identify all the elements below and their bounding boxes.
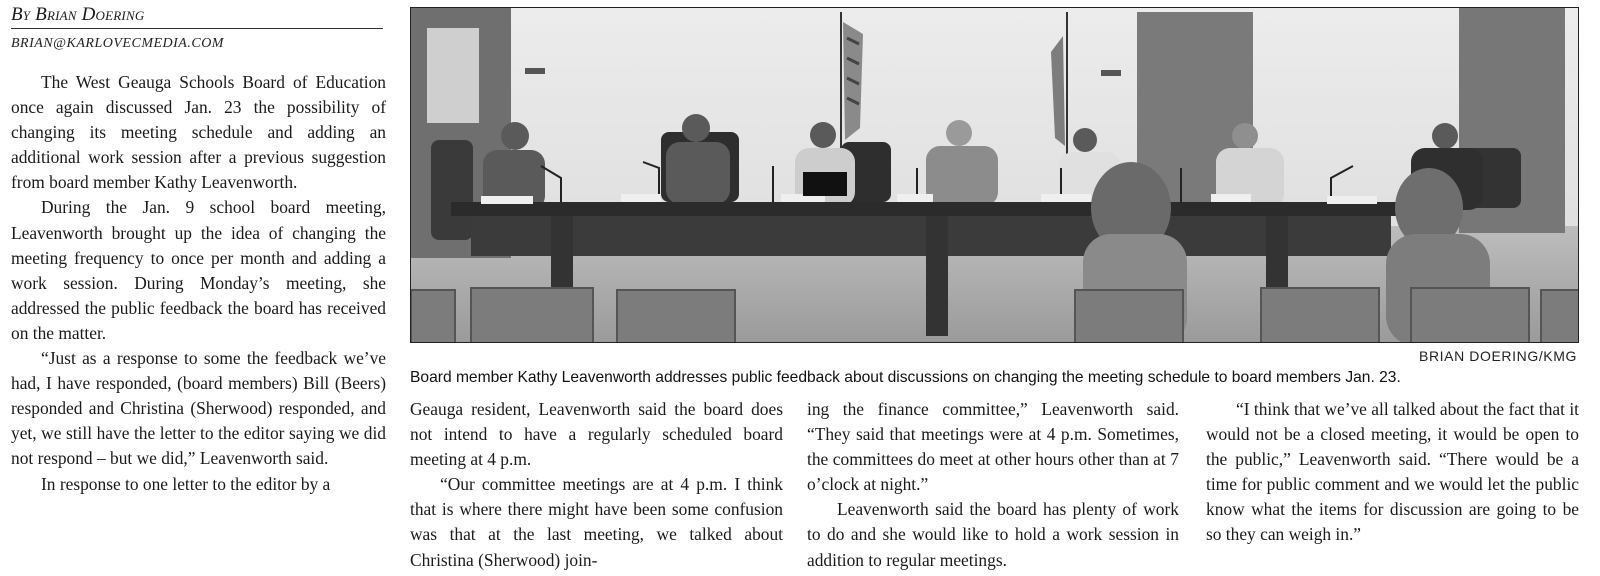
article-column-4 [1206,397,1579,548]
article-paragraph: ing the finance committee,” Leavenworth said. “They said that meetings were at 4 p.m. Sometimes, the committees do meet at other hours other than at 7 o’clock at night.” [807,399,1179,495]
photo-illustration [411,8,1579,343]
article-paragraph: Geauga resident, Leavenworth said the board does not intend to have a regularly scheduled board meeting at 4 p.m. [410,399,783,470]
photo-credit: BRIAN DOERING/KMG [1419,348,1577,364]
article-paragraph: Leavenworth said the board has plenty of work to do and she would like to hold a work session in addition to regular meetings. [807,499,1179,570]
article-paragraph: “Just as a response to some the feedback we’ve had, I have responded, (board members) Bill (Beers) responded and Christina (Sherwood) responded, and yet, we still have the letter to the editor saying we did not respond – but we did,” Leavenworth said. [11,348,386,469]
article-column-2 [410,397,783,573]
article-paragraph: In response to one letter to the editor by a [41,473,331,494]
article-paragraph: During the Jan. 9 school board meeting, Leavenworth brought up the idea of changing the meeting frequency to once per month and adding a work session. During Monday’s meeting, she addressed the public feedback the board has received on the matter. [11,197,386,343]
byline-author: By Brian Doering [11,2,383,29]
article-column-1 [11,70,386,497]
byline-email: BRIAN@KARLOVECMEDIA.COM [11,36,224,51]
photo-caption: Board member Kathy Leavenworth addresses public feedback about discussions on changing the meeting schedule to board members Jan. 23. [410,369,1401,386]
board-meeting-photo [410,7,1579,343]
article-column-3 [807,397,1179,573]
article-paragraph: “Our committee meetings are at 4 p.m. I think that is where there might have been some confusion was that at the last meeting, we talked about Christina (Sherwood) join- [410,474,783,570]
article-paragraph: “I think that we’ve all talked about the fact that it would not be a closed meeting, it would be open to the public,” Leavenworth said. “There would be a time for public comment and we would let the public know what the items for discussion are going to be so they can weigh in.” [1206,399,1579,545]
article-paragraph: The West Geauga Schools Board of Education once again discussed Jan. 23 the possibility of changing its meeting schedule and adding an additional work session after a previous suggestion from board member Kathy Leavenworth. [11,72,386,193]
